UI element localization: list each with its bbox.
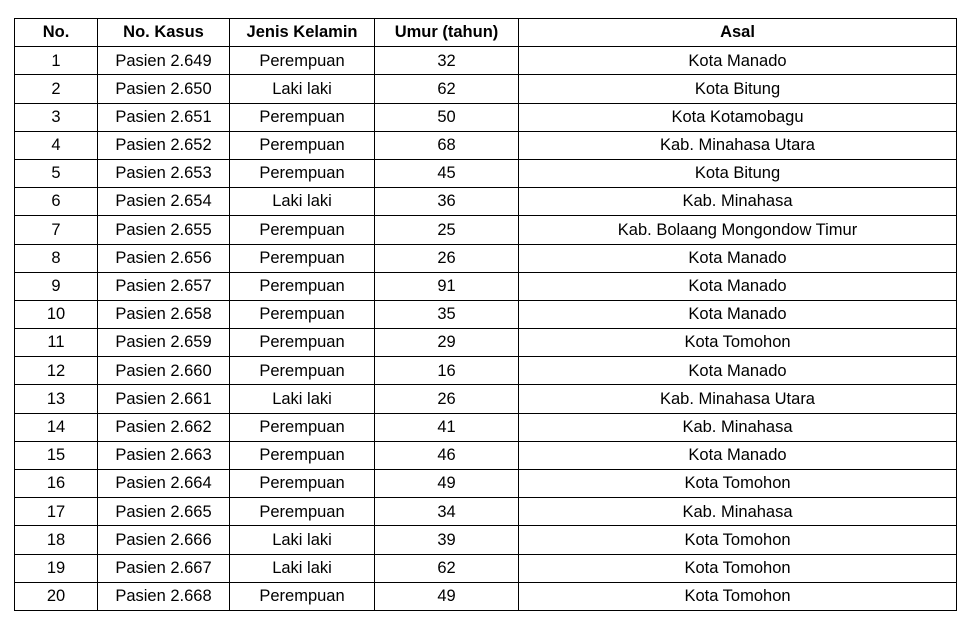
table-row (15, 470, 957, 498)
cell-origin: Kab. Minahasa Utara (519, 131, 957, 159)
cell-gender: Perempuan (230, 131, 375, 159)
cell-origin: Kab. Minahasa Utara (519, 385, 957, 413)
table-row (15, 188, 957, 216)
cell-case-number: Pasien 2.659 (98, 329, 230, 357)
cell-age: 35 (375, 300, 519, 328)
cell-gender: Perempuan (230, 470, 375, 498)
table-row (15, 159, 957, 187)
cell-gender: Laki laki (230, 75, 375, 103)
cell-origin: Kota Tomohon (519, 329, 957, 357)
cell-origin: Kota Manado (519, 272, 957, 300)
cell-no: 19 (15, 554, 98, 582)
cell-case-number: Pasien 2.650 (98, 75, 230, 103)
cell-age: 25 (375, 216, 519, 244)
cell-case-number: Pasien 2.662 (98, 413, 230, 441)
cell-case-number: Pasien 2.668 (98, 582, 230, 610)
cell-gender: Perempuan (230, 582, 375, 610)
cell-age: 34 (375, 498, 519, 526)
cell-no: 7 (15, 216, 98, 244)
cell-gender: Perempuan (230, 441, 375, 469)
table-row (15, 216, 957, 244)
table-row (15, 357, 957, 385)
cell-age: 16 (375, 357, 519, 385)
cell-no: 2 (15, 75, 98, 103)
cell-gender: Perempuan (230, 103, 375, 131)
cell-case-number: Pasien 2.657 (98, 272, 230, 300)
cell-no: 4 (15, 131, 98, 159)
cell-no: 20 (15, 582, 98, 610)
table-row (15, 272, 957, 300)
cell-age: 68 (375, 131, 519, 159)
cell-age: 62 (375, 75, 519, 103)
cell-gender: Perempuan (230, 272, 375, 300)
cell-case-number: Pasien 2.651 (98, 103, 230, 131)
cell-origin: Kota Tomohon (519, 582, 957, 610)
header-age: Umur (tahun) (375, 19, 519, 47)
cell-case-number: Pasien 2.652 (98, 131, 230, 159)
cell-age: 29 (375, 329, 519, 357)
cell-age: 50 (375, 103, 519, 131)
cell-gender: Perempuan (230, 47, 375, 75)
cell-no: 10 (15, 300, 98, 328)
table-row (15, 329, 957, 357)
cell-no: 14 (15, 413, 98, 441)
cell-age: 36 (375, 188, 519, 216)
cell-gender: Perempuan (230, 357, 375, 385)
cell-origin: Kab. Minahasa (519, 413, 957, 441)
cell-age: 46 (375, 441, 519, 469)
table-row (15, 103, 957, 131)
table-row (15, 244, 957, 272)
cell-origin: Kota Manado (519, 47, 957, 75)
cell-case-number: Pasien 2.664 (98, 470, 230, 498)
table-row (15, 498, 957, 526)
cell-origin: Kota Tomohon (519, 470, 957, 498)
cell-age: 45 (375, 159, 519, 187)
patient-table-container (14, 18, 957, 611)
table-row (15, 554, 957, 582)
cell-origin: Kota Manado (519, 441, 957, 469)
cell-case-number: Pasien 2.649 (98, 47, 230, 75)
cell-origin: Kab. Minahasa (519, 498, 957, 526)
cell-origin: Kab. Minahasa (519, 188, 957, 216)
cell-case-number: Pasien 2.666 (98, 526, 230, 554)
cell-case-number: Pasien 2.665 (98, 498, 230, 526)
cell-gender: Perempuan (230, 300, 375, 328)
cell-gender: Laki laki (230, 188, 375, 216)
cell-case-number: Pasien 2.653 (98, 159, 230, 187)
patient-table (14, 18, 957, 611)
cell-gender: Perempuan (230, 413, 375, 441)
header-origin: Asal (519, 19, 957, 47)
cell-no: 12 (15, 357, 98, 385)
cell-case-number: Pasien 2.667 (98, 554, 230, 582)
cell-gender: Laki laki (230, 526, 375, 554)
cell-gender: Perempuan (230, 329, 375, 357)
header-row (15, 19, 957, 47)
cell-age: 62 (375, 554, 519, 582)
table-row (15, 385, 957, 413)
cell-case-number: Pasien 2.654 (98, 188, 230, 216)
cell-age: 49 (375, 470, 519, 498)
cell-case-number: Pasien 2.661 (98, 385, 230, 413)
header-no: No. (15, 19, 98, 47)
table-body (15, 47, 957, 611)
cell-gender: Perempuan (230, 498, 375, 526)
cell-no: 9 (15, 272, 98, 300)
cell-gender: Perempuan (230, 244, 375, 272)
cell-origin: Kota Manado (519, 244, 957, 272)
cell-gender: Perempuan (230, 159, 375, 187)
header-gender: Jenis Kelamin (230, 19, 375, 47)
table-row (15, 526, 957, 554)
cell-gender: Laki laki (230, 385, 375, 413)
cell-age: 49 (375, 582, 519, 610)
cell-no: 6 (15, 188, 98, 216)
cell-origin: Kota Bitung (519, 75, 957, 103)
cell-origin: Kota Tomohon (519, 554, 957, 582)
table-row (15, 582, 957, 610)
cell-no: 11 (15, 329, 98, 357)
table-row (15, 131, 957, 159)
cell-age: 39 (375, 526, 519, 554)
table-row (15, 75, 957, 103)
cell-age: 26 (375, 244, 519, 272)
table-header (15, 19, 957, 47)
cell-age: 32 (375, 47, 519, 75)
cell-origin: Kota Manado (519, 357, 957, 385)
cell-origin: Kota Kotamobagu (519, 103, 957, 131)
cell-origin: Kota Manado (519, 300, 957, 328)
cell-no: 8 (15, 244, 98, 272)
cell-case-number: Pasien 2.663 (98, 441, 230, 469)
cell-age: 91 (375, 272, 519, 300)
table-row (15, 300, 957, 328)
cell-no: 16 (15, 470, 98, 498)
cell-case-number: Pasien 2.655 (98, 216, 230, 244)
cell-age: 41 (375, 413, 519, 441)
cell-origin: Kota Bitung (519, 159, 957, 187)
table-row (15, 47, 957, 75)
cell-case-number: Pasien 2.656 (98, 244, 230, 272)
cell-no: 3 (15, 103, 98, 131)
cell-gender: Perempuan (230, 216, 375, 244)
cell-origin: Kota Tomohon (519, 526, 957, 554)
table-row (15, 413, 957, 441)
cell-no: 5 (15, 159, 98, 187)
cell-case-number: Pasien 2.660 (98, 357, 230, 385)
cell-no: 18 (15, 526, 98, 554)
cell-no: 17 (15, 498, 98, 526)
cell-no: 15 (15, 441, 98, 469)
table-row (15, 441, 957, 469)
header-case-number: No. Kasus (98, 19, 230, 47)
cell-no: 13 (15, 385, 98, 413)
cell-no: 1 (15, 47, 98, 75)
cell-gender: Laki laki (230, 554, 375, 582)
cell-age: 26 (375, 385, 519, 413)
cell-case-number: Pasien 2.658 (98, 300, 230, 328)
cell-origin: Kab. Bolaang Mongondow Timur (519, 216, 957, 244)
